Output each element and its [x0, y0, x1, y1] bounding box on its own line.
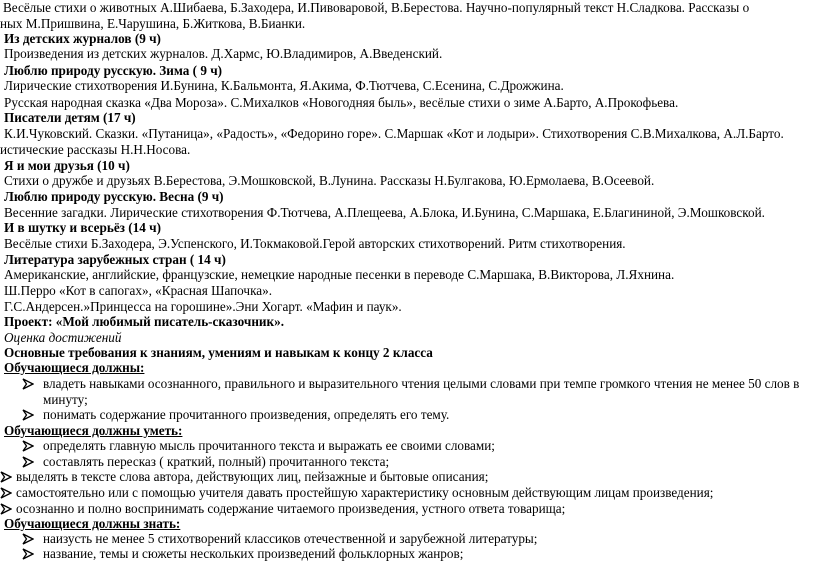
bullet-arrow-icon: [0, 471, 12, 483]
bullet-arrow-icon: [22, 409, 34, 421]
list-item: наизусть не менее 5 стихотворений классиков отечественной и зарубежной литературы;: [43, 531, 538, 546]
text-line: Произведения из детских журналов. Д.Хармс, Ю.Владимиров, А.Введенский.: [4, 46, 443, 61]
section-heading: Писатели детям (17 ч): [4, 110, 136, 125]
list-item: понимать содержание прочитанного произведения, определять его тему.: [43, 407, 450, 422]
list-item: осознанно и полно воспринимать содержание читаемого произведения, устного ответа товарища;: [16, 501, 566, 516]
list-item: самостоятельно или с помощью учителя давать простейшую характеристику основным действующим лицам произведения;: [16, 485, 714, 500]
text-line: Русская народная сказка «Два Мороза». С.Михалков «Новогодняя быль», весёлые стихи о зиме А.Барто, А.Прокофьева.: [4, 95, 679, 110]
bullet-arrow-icon: [22, 456, 34, 468]
bullet-arrow-icon: [22, 378, 34, 390]
subheading-able: Обучающиеся должны уметь:: [4, 423, 183, 438]
bullet-arrow-icon: [22, 548, 34, 560]
list-item: владеть навыками осознанного, правильного и выразительного чтения целыми словами при темпе громкого чтения не менее 50 слов в: [43, 376, 800, 391]
list-item: название, темы и сюжеты нескольких произведений фольклорных жанров;: [43, 546, 464, 561]
project-title: Проект: «Мой любимый писатель-сказочник».: [4, 314, 285, 329]
section-heading: И в шутку и всерьёз (14 ч): [4, 220, 161, 235]
text-line: ных М.Пришвина, Е.Чарушина, Б.Житкова, В.Бианки.: [0, 16, 306, 31]
text-line: Лирические стихотворения И.Бунина, К.Бальмонта, Я.Акима, Ф.Тютчева, С.Есенина, С.Дрожжина.: [4, 78, 564, 93]
text-line: Весёлые стихи о животных А.Шибаева, Б.Заходера, И.Пивоваровой, В.Берестова. Научно-популярный текст Н.Сладкова. Рассказы о: [3, 0, 750, 15]
bullet-arrow-icon: [22, 440, 34, 452]
subheading-must: Обучающиеся должны:: [4, 360, 145, 375]
section-heading: Люблю природу русскую. Зима ( 9 ч): [4, 63, 223, 78]
list-item: определять главную мысль прочитанного текста и выражать ее своими словами;: [43, 438, 495, 453]
list-item-continued: минуту;: [43, 392, 88, 407]
section-heading: Литература зарубежных стран ( 14 ч): [4, 252, 226, 267]
text-line: Весёлые стихи Б.Заходера, Э.Успенского, И.Токмаковой.Герой авторских стихотворений. Ритм стихотворения.: [4, 236, 626, 251]
bullet-arrow-icon: [0, 503, 12, 515]
requirements-heading: Основные требования к знаниям, умениям и навыкам к концу 2 класса: [4, 345, 433, 360]
text-line: Стихи о дружбе и друзьях В.Берестова, Э.Мошковской, В.Лунина. Рассказы Н.Булгакова, Ю.Ермолаева, В.Осеевой.: [4, 173, 655, 188]
section-heading: Люблю природу русскую. Весна (9 ч): [4, 189, 224, 204]
bullet-arrow-icon: [0, 487, 12, 499]
text-line: Ш.Перро «Кот в сапогах», «Красная Шапочка».: [4, 283, 273, 298]
bullet-arrow-icon: [22, 533, 34, 545]
text-line: Г.С.Андерсен.»Принцесса на горошине».Эни Хогарт. «Мафин и паук».: [4, 299, 402, 314]
text-line: истические рассказы Н.Н.Носова.: [0, 142, 191, 157]
text-line: Американские, английские, французские, немецкие народные песенки в переводе С.Маршака, В.Викторова, Л.Яхнина.: [4, 267, 675, 282]
text-line: Весенние загадки. Лирические стихотворения Ф.Тютчева, А.Плещеева, А.Блока, И.Бунина, С.Маршака, Е.Благининой, Э.Мошковской.: [4, 205, 765, 220]
section-heading: Я и мои друзья (10 ч): [4, 158, 130, 173]
section-heading: Из детских журналов (9 ч): [4, 31, 161, 46]
text-line: К.И.Чуковский. Сказки. «Путаница», «Радость», «Федорино горе». С.Маршак «Кот и лодыри». Стихотворения С.В.Михалкова, А.Л.Барто.: [4, 126, 784, 141]
list-item: составлять пересказ ( краткий, полный) прочитанного текста;: [43, 454, 390, 469]
subheading-know: Обучающиеся должны знать:: [4, 516, 181, 531]
section-heading-italic: Оценка достижений: [4, 330, 122, 345]
list-item: выделять в тексте слова автора, действующих лиц, пейзажные и бытовые описания;: [16, 469, 489, 484]
